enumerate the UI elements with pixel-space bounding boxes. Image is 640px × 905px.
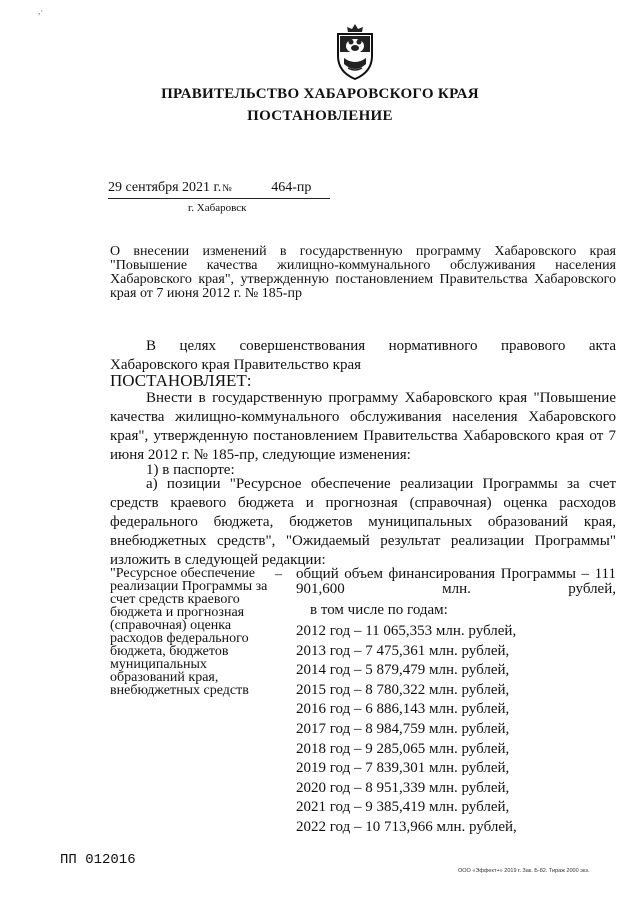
printer-imprint: ООО «Эффект+» 2019 г. Зак. Б-82. Тираж 2000 экз.: [458, 868, 590, 874]
decree-date: 29 сентября 2021 г.: [108, 180, 222, 195]
funding-year-item: 2012 год – 11 065,353 млн. рублей,: [296, 623, 517, 639]
funding-year-item: 2021 год – 9 385,419 млн. рублей,: [296, 799, 510, 816]
funding-label: "Ресурсное обеспечение реализации Программы за счет средств краевого бюджета и прогнозная (справочная) оценка расходов федерального бюджета, бюджетов муниципальных образований края, внебюджетных средств: [110, 566, 268, 698]
funding-including: в том числе по годам:: [310, 602, 448, 618]
funding-year-item: 2013 год – 7 475,361 млн. рублей,: [296, 642, 510, 659]
funding-year-item: 2018 год – 9 285,065 млн. рублей,: [296, 740, 510, 757]
item-a-text: а) позиции "Ресурсное обеспечение реализации Программы за счет средств краевого бюджета и прогнозная (справочная) оценка расходов федерального бюджета, бюджетов муниципальных образований края, внебюджетных средств", "Ожидаемый результат реализации Программы": [110, 476, 616, 549]
paragraph-main: Внести в государственную программу Хабаровского края "Повышение качества жилищно-коммунального обслуживания населения Хабаровского края", утвержденную постановлением Правительства Хабаровского края от 7 июня 2012 г. № 185-пр, следующие изменения:: [110, 390, 616, 463]
date-number-line: [108, 180, 311, 196]
intro-paragraph: [110, 337, 616, 375]
org-title: ПРАВИТЕЛЬСТВО ХАБАРОВСКОГО КРАЯ: [161, 86, 479, 102]
funding-year-item: 2015 год – 8 780,322 млн. рублей,: [296, 681, 510, 698]
funding-year-item: 2022 год – 10 713,966 млн. рублей,: [296, 818, 517, 835]
doc-type: ПОСТАНОВЛЕНИЕ: [247, 108, 393, 124]
form-code: ПП 012016: [60, 852, 136, 868]
decree-subject: О внесении изменений в государственную программу Хабаровского края "Повышение качества жилищно-коммунального обслуживания населения Хабаровского края", утвержденную постановлением Правительства Хабаровского края от 7 июня 2012 г. № 185-пр: [110, 244, 616, 301]
funding-year-item: 2014 год – 5 879,479 млн. рублей,: [296, 662, 510, 679]
funding-years-list: [296, 622, 616, 838]
intro-line-1: В целях совершенствования нормативного правового акта: [146, 338, 616, 354]
item-a-last: изложить в следующей редакции:: [110, 552, 326, 568]
city: г. Хабаровск: [188, 202, 247, 214]
item-passport: 1) в паспорте:: [146, 462, 235, 478]
number-sign: №: [222, 183, 232, 194]
funding-total: общий объем финансирования Программы – 111 901,600 млн. рублей,: [296, 566, 616, 597]
funding-details: [296, 567, 616, 838]
funding-year-item: 2016 год – 6 886,143 млн. рублей,: [296, 701, 510, 718]
resolves-heading: ПОСТАНОВЛЯЕТ:: [110, 371, 252, 390]
date-underline: [108, 198, 330, 199]
coat-of-arms-icon: [330, 22, 380, 82]
intro-line-2: Хабаровского края Правительство края: [110, 357, 362, 373]
corner-mark: ,·: [38, 6, 44, 16]
funding-year-item: 2020 год – 8 951,339 млн. рублей,: [296, 779, 510, 796]
funding-dash: –: [275, 567, 282, 582]
item-a: [110, 475, 616, 570]
funding-year-item: 2017 год – 8 984,759 млн. рублей,: [296, 720, 510, 737]
funding-year-item: 2019 год – 7 839,301 млн. рублей,: [296, 760, 510, 777]
decree-number: 464-пр: [271, 180, 312, 195]
